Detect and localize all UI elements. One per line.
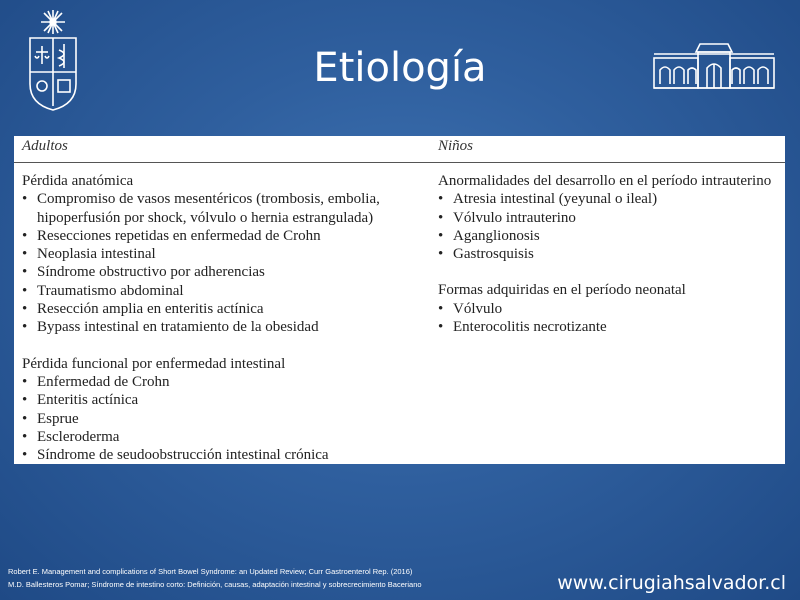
etiology-table	[14, 136, 785, 464]
bullet-icon: •	[22, 191, 28, 208]
list-item: • Compromiso de vasos mesentéricos (trombosis, embolia, hipoperfusión por shock, vólvulo o hernia estrangulada)	[22, 191, 380, 226]
bullet-icon: •	[438, 319, 444, 336]
column-header-children: Niños	[438, 138, 474, 154]
list-item: • Traumatismo abdominal	[22, 282, 184, 299]
bullet-icon: •	[438, 227, 444, 244]
bullet-icon: •	[22, 447, 28, 464]
bullet-icon: •	[22, 282, 28, 299]
bullet-icon: •	[22, 246, 28, 263]
bullet-icon: •	[22, 373, 28, 390]
bullet-icon: •	[438, 191, 444, 208]
list-item: • Atresia intestinal (yeyunal o ileal)	[438, 191, 658, 208]
group-spacer	[438, 263, 778, 281]
reference-2: M.D. Ballesteros Pomar; Síndrome de intestino corto: Definición, causas, adaptación intestinal y sobrecrecimiento Baceriano	[8, 580, 422, 589]
bullet-icon: •	[22, 410, 28, 427]
table-header-row	[14, 136, 785, 161]
header-divider	[14, 162, 785, 163]
bullet-icon: •	[22, 264, 28, 281]
bullet-icon: •	[438, 246, 444, 263]
bullet-icon: •	[22, 392, 28, 409]
column-header-adults: Adultos	[22, 138, 68, 154]
list-item: • Esprue	[22, 410, 79, 427]
bullet-icon: •	[438, 209, 444, 226]
bullet-icon: •	[22, 227, 28, 244]
children-column	[438, 172, 778, 336]
group-heading: Pérdida anatómica	[22, 173, 134, 189]
bullet-icon: •	[438, 300, 444, 317]
list-item: • Aganglionosis	[438, 227, 540, 244]
list-item: • Vólvulo intrauterino	[438, 209, 576, 226]
slide-title: Etiología	[313, 45, 487, 91]
list-item: • Gastrosquisis	[438, 246, 534, 263]
references	[8, 565, 548, 591]
bullet-icon: •	[22, 301, 28, 318]
list-item: • Síndrome de seudoobstrucción intestinal crónica	[22, 447, 329, 464]
bullet-icon: •	[22, 428, 28, 445]
group-heading: Formas adquiridas en el período neonatal	[438, 282, 686, 299]
list-item: • Vólvulo	[438, 300, 503, 317]
group-spacer	[22, 337, 432, 355]
group-heading: Pérdida funcional por enfermedad intestinal	[22, 355, 286, 372]
reference-1: Robert E. Management and complications of Short Bowel Syndrome: an Updated Review; Curr Gastroenterol Rep. (2016)	[8, 567, 413, 576]
list-item: • Enteritis actínica	[22, 392, 139, 409]
list-item: • Síndrome obstructivo por adherencias	[22, 264, 265, 281]
list-item: • Enterocolitis necrotizante	[438, 319, 607, 336]
bullet-icon: •	[22, 319, 28, 336]
list-item: • Neoplasia intestinal	[22, 246, 156, 263]
list-item: • Escleroderma	[22, 428, 120, 445]
adults-column	[22, 172, 432, 464]
list-item: • Enfermedad de Crohn	[22, 373, 170, 390]
list-item: • Bypass intestinal en tratamiento de la obesidad	[22, 319, 319, 336]
list-item: • Resección amplia en enteritis actínica	[22, 301, 264, 318]
group-heading: Anormalidades del desarrollo en el período intrauterino	[438, 173, 772, 189]
website-url: www.cirugiahsalvador.cl	[557, 572, 786, 594]
list-item: • Resecciones repetidas en enfermedad de Crohn	[22, 227, 321, 244]
